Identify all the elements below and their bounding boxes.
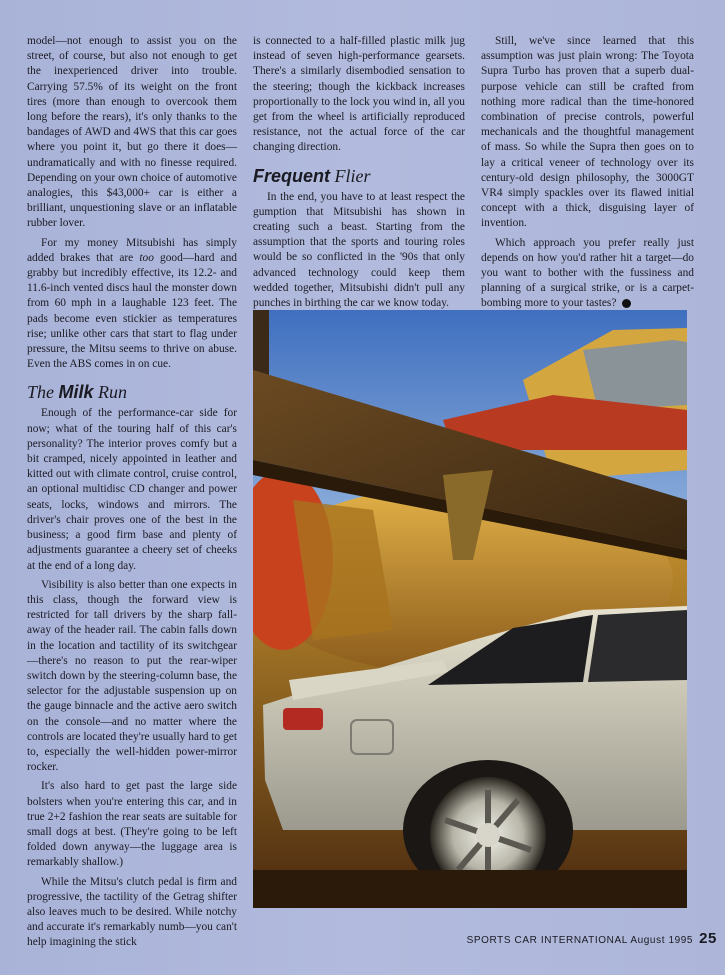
heading-text: The [27,382,59,403]
paragraph [27,236,237,373]
text-column-3 [481,34,694,316]
paragraph: is connected to a half-filled plastic milk jug instead of seven high-performance gearsets. There's a similarly disembodied sensation to the steering; though the kickback increases proportionally to the lock you wind in, all you get from the wheel is artificially reproduced resistance, not the actual force of the car changing direction. [253,35,465,154]
publication-name: SPORTS CAR INTERNATIONAL August 1995 [466,935,694,946]
paragraph: Visibility is also better than one expects in this class, though the forward view is restricted for tall drivers by the sharp fall-away of the header rail. The cabin falls down in the location and tactility of its switchgear—there's no reason to put the rear-wiper switch down by the steering-column base, the selector for the adjustable suspension up on the gauge binnacle and the active aero switch on the console—and no matter where the controls are located they're usually hard to get to, especially the well-hidden power-mirror rocker. [27,578,237,774]
page-number: 25 [699,930,717,947]
page-footer [467,930,717,947]
paragraph: Enough of the performance-car side for now; what of the touring half of this car's personality? The interior proves comfy but a bit cramped, nicely appointed in leather and kitted out with climate control, cruise control, an optional multidisc CD changer and power seats, locks, windows and mirrors. The driver's chair proves one of the best in the business; a good firm base and plenty of adjustments guarantee a cheery set of cheeks at the end of a long day. [27,407,237,572]
heading-bold-text: Milk [58,382,94,403]
text-column-1 [27,34,237,955]
text-run: For my money Mitsubishi has simply added brakes that are [27,236,237,264]
paragraph: It's also hard to get past the large side bolsters when you're entering this car, and in true 2+2 fashion the rear seats are suitable for small dogs at best. (They're going to be left folded down anyway—the luggage area is remarkably shallow.) [27,780,237,869]
italic-text: too [139,251,154,264]
paragraph [481,236,694,312]
text-run: good—hard and grabby but incredibly effective, its 12.2- and 11.6-inch vented discs haul the monster down from 60 mph in a laughable 123 feet. The pads become even stickier as temperatures rise; unlike other cars that start to flag under pressure, the Mitsu seems to thrive on abuse. Even the ABS comes in on cue. [27,251,237,371]
photo-car-and-airplane [253,310,687,908]
text-run: Which approach you prefer really just depends on how you'd rather hit a target—do you want to bother with the fussiness and planning of a surgical strike, or is a carpet-bombing more to your tastes? [481,236,694,310]
heading-bold-text: Frequent [253,165,331,186]
section-heading-frequent-flier [253,166,465,186]
paragraph: In the end, you have to at least respect the gumption that Mitsubishi has shown in creating such a beast. Starting from the assumption that the sports and touring roles would be so conflicted in the '90s that only advanced technology could keep them wedded together, Mitsubishi didn't pull any punches in birthing the car we know today. [253,190,465,310]
heading-text: Flier [330,165,371,186]
photo-illustration [253,310,687,908]
paragraph: Still, we've since learned that this assumption was just plain wrong: The Toyota Supra Turbo has proven that a superb dual-purpose vehicle can still be crafted from nothing more radical than the time-honored combination of precise controls, powerful mechanicals and the thoughtful management of mass. So while the Supra then goes on to lay a critical veneer of technology over its century-old design philosophy, the 3000GT VR4 simply spackles over its flawed initial concept with a thick, disguising layer of invention. [481,35,694,230]
paragraph: model—not enough to assist you on the street, of course, but also not enough to get the inexperienced driver into trouble. Carrying 57.5% of its weight on the front tires (more than enough to overcook them long before the rears), it's only thanks to the bandages of AWD and 4WS that this car goes where you point it, but go there it does—undramatically and with no finesse required. Depending on your own choice of automotive analogies, this $43,000+ car is either a brilliant, unquestioning slave or an inflatable rubber lover. [27,35,237,230]
text-column-2 [253,34,465,315]
paragraph: While the Mitsu's clutch pedal is firm and progressive, the tactility of the Getrag shifter also leaves much to be desired. While notchy and accurate it's remarkably numb—you can't help imagining the stick [27,875,237,949]
heading-text: Run [93,382,128,403]
end-mark-icon [622,299,631,308]
section-heading-milk-run [27,382,237,402]
